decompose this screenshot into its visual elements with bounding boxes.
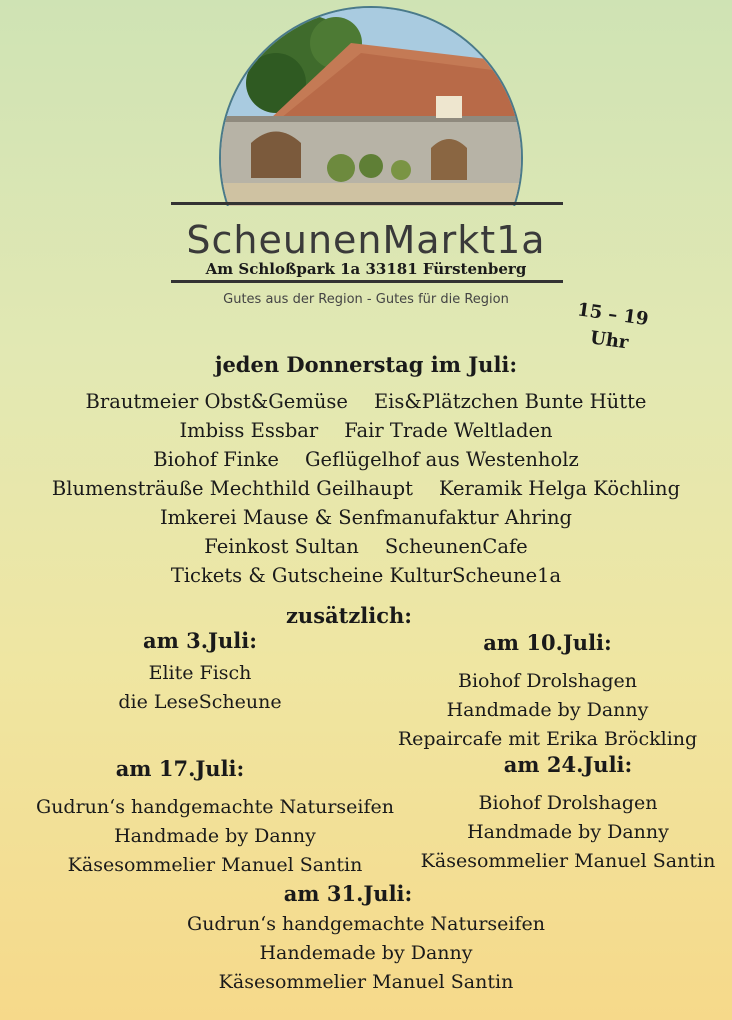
vendor: ScheunenCafe [384,535,528,558]
barn-illustration [221,8,521,206]
vendor-row [0,448,732,471]
logo-image [219,6,523,206]
date-block-3-july [90,628,310,717]
date-title: am 17.Juli: [115,756,245,781]
vendor: Tickets & Gutscheine KulturScheune1a [170,564,562,587]
date-block-31-july [0,881,732,997]
date-vendor: die LeseScheune [118,691,282,713]
date-vendor: Biohof Drolshagen [478,792,658,814]
date-vendor: Repaircafe mit Erika Bröckling [397,728,698,750]
vendor: Imbiss Essbar [179,419,319,442]
hours-unit: Uhr [588,327,630,354]
date-block-10-july [385,630,710,754]
date-vendor: Handmade by Danny [446,699,649,721]
date-vendor: Handmade by Danny [114,825,316,847]
date-vendor: Käsesommelier Manuel Santin [218,971,514,993]
vendor: Imkerei Mause & Senfmanufaktur Ahring [159,506,573,529]
vendor-row [0,419,732,442]
opening-hours [563,296,659,360]
slogan: Gutes aus der Region - Gutes für die Region [223,292,509,307]
hours-range: 15 – 19 [575,299,650,331]
brand-name: ScheunenMarkt1a [186,218,546,262]
vendor: Blumensträuße Mechthild Geilhaupt [51,477,413,500]
vendor: Feinkost Sultan [204,535,359,558]
date-vendor: Handmade by Danny [467,821,669,843]
date-block-17-july [20,756,410,880]
vendor-row [0,506,732,529]
vendor: Keramik Helga Köchling [438,477,681,500]
vendor-row [0,477,732,500]
address: Am Schloßpark 1a 33181 Fürstenberg [205,260,527,278]
date-title: am 10.Juli: [483,630,612,655]
date-vendor: Käsesommelier Manuel Santin [67,854,363,876]
bottom-divider [171,280,563,283]
date-title: am 31.Juli: [283,881,413,906]
vendor-row [0,390,732,413]
top-divider [171,202,563,205]
vendor: Biohof Finke [153,448,279,471]
vendor: Eis&Plätzchen Bunte Hütte [373,390,647,413]
date-vendor: Gudrun‘s handgemachte Naturseifen [36,796,394,818]
date-title: am 3.Juli: [143,628,257,653]
date-block-24-july [408,752,728,876]
weekly-title: jeden Donnerstag im Juli: [214,352,518,377]
date-vendor: Elite Fisch [148,662,252,684]
vendor-row [0,535,732,558]
vendor: Brautmeier Obst&Gemüse [85,390,348,413]
date-vendor: Biohof Drolshagen [457,670,637,692]
date-vendor: Käsesommelier Manuel Santin [420,850,716,872]
vendor: Geflügelhof aus Westenholz [304,448,579,471]
date-vendor: Gudrun‘s handgemachte Naturseifen [187,913,545,935]
vendor-row [0,564,732,587]
extra-title: zusätzlich: [286,603,413,628]
logo-circle [219,6,523,206]
date-vendor: Handemade by Danny [259,942,473,964]
date-title: am 24.Juli: [503,752,633,777]
vendor: Fair Trade Weltladen [344,419,553,442]
